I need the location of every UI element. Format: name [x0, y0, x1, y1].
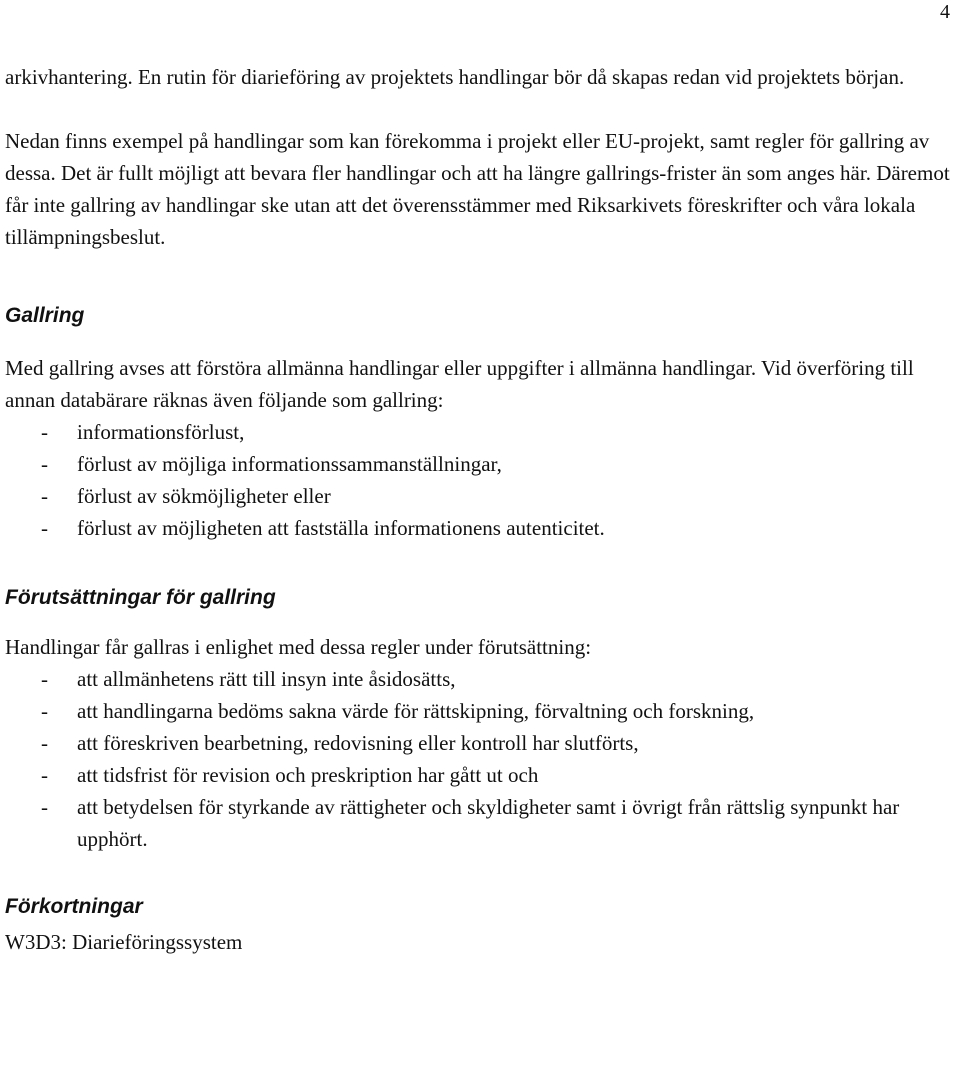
list-item-text: att tidsfrist för revision och preskription har gått ut och: [77, 763, 539, 787]
list-item: [5, 727, 950, 759]
list-item-text: att allmänhetens rätt till insyn inte åsidosätts,: [77, 667, 456, 691]
intro-paragraph: arkivhantering. En rutin för diarieföring av projektets handlingar bör då skapas redan vid projektets början.: [5, 65, 905, 89]
list-item-text: förlust av sökmöjligheter eller: [77, 484, 331, 508]
list-item: [5, 695, 950, 727]
heading-gallring: Gallring: [5, 304, 85, 327]
list-marker: -: [41, 420, 48, 444]
list-item: [5, 480, 950, 512]
list-item-text: förlust av möjligheten att fastställa informationens autenticitet.: [77, 516, 605, 540]
heading-forkortningar: Förkortningar: [5, 895, 143, 918]
examples-paragraph: Nedan finns exempel på handlingar som kan förekomma i projekt eller EU-projekt, samt regler för gallring av dessa. Det är fullt möjligt att bevara fler handlingar och att ha längre gallrings-frister än som anges här. Däremot får inte gallring av handlingar ske utan att det överensstämmer med Riksarkivets föreskrifter och våra lokala tillämpningsbeslut.: [5, 129, 950, 249]
gallring-paragraph: Med gallring avses att förstöra allmänna handlingar eller uppgifter i allmänna handlingar. Vid överföring till annan databärare räknas även följande som gallring:: [5, 356, 914, 412]
list-item-text: att föreskriven bearbetning, redovisning eller kontroll har slutförts,: [77, 731, 639, 755]
list-item: [5, 759, 950, 791]
document-body: [5, 61, 950, 958]
list-item-text: förlust av möjliga informationssammanställningar,: [77, 452, 502, 476]
forutsattningar-paragraph: Handlingar får gallras i enlighet med dessa regler under förutsättning:: [5, 635, 592, 659]
list-marker: -: [41, 452, 48, 476]
list-item: [5, 663, 950, 695]
list-marker: -: [41, 795, 48, 819]
list-item-text: att handlingarna bedöms sakna värde för rättskipning, förvaltning och forskning,: [77, 699, 755, 723]
list-item-text: informationsförlust,: [77, 420, 245, 444]
list-marker: -: [41, 699, 48, 723]
forutsattningar-list: [5, 663, 950, 855]
page-number: 4: [940, 1, 950, 23]
list-marker: -: [41, 763, 48, 787]
forkortningar-entry: W3D3: Diarieföringssystem: [5, 930, 243, 954]
list-item: [5, 791, 950, 855]
list-marker: -: [41, 484, 48, 508]
gallring-list: [5, 416, 950, 544]
list-item: [5, 448, 950, 480]
list-item-text: att betydelsen för styrkande av rättigheter och skyldigheter samt i övrigt från rättslig synpunkt har upphört.: [77, 795, 900, 851]
list-marker: -: [41, 731, 48, 755]
list-marker: -: [41, 516, 48, 540]
heading-forutsattningar: Förutsättningar för gallring: [5, 586, 276, 609]
list-item: [5, 512, 950, 544]
list-marker: -: [41, 667, 48, 691]
list-item: [5, 416, 950, 448]
